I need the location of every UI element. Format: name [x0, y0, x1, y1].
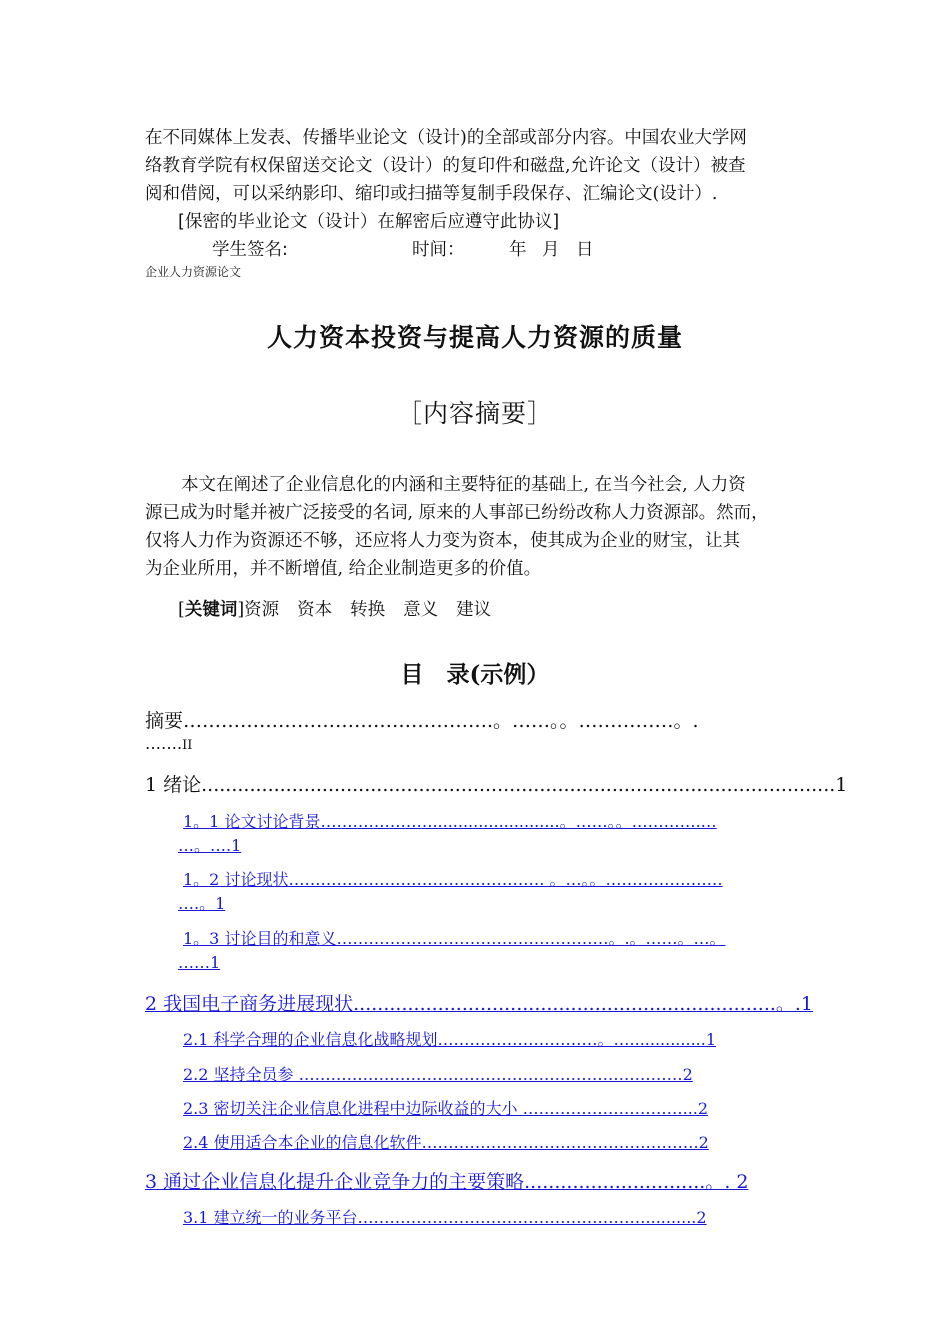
- toc-link[interactable]: 2.4 使用适合本企业的信息化软件…………………………………………….2: [183, 1133, 709, 1152]
- toc-link[interactable]: 1。1 论文讨论背景………………….........................。……。。………….…: [183, 812, 717, 831]
- toc-entry-line: 摘要………………………………………….。……。。……………。.: [145, 710, 699, 732]
- keyword: 转换: [350, 600, 386, 620]
- intro-paragraph: [145, 124, 813, 208]
- toc-entry-3-1[interactable]: [145, 1205, 835, 1228]
- toc-entry-abstract: [145, 706, 835, 757]
- keywords-bracket-close: ]: [237, 600, 245, 620]
- toc-link[interactable]: ….。1: [178, 894, 226, 913]
- toc-link[interactable]: 2.1 科学合理的企业信息化战略规划…………………………。…...............1: [183, 1030, 717, 1049]
- toc-entry-3[interactable]: [145, 1167, 835, 1194]
- toc-entry-2-3[interactable]: [145, 1096, 835, 1119]
- intro-line: 阅和借阅，可以采纳影印、缩印或扫描等复制手段保存、汇编论文(设计）.: [145, 184, 718, 204]
- header-note: 企业人力资源论文: [145, 265, 242, 279]
- toc-link[interactable]: 2 我国电子商务进展现状......................................................................。.1: [145, 993, 814, 1015]
- toc-link[interactable]: 1。3 讨论目的和意义……………………………………………。.。……。…。: [183, 929, 726, 948]
- paper-title: 人力资本投资与提高人力资源的质量: [266, 323, 683, 352]
- keywords-label: 关键词: [184, 600, 238, 620]
- abstract-line: 本文在阐述了企业信息化的内涵和主要特征的基础上, 在当今社会, 人力资: [181, 475, 746, 495]
- toc-entry-1-1[interactable]: [145, 810, 835, 858]
- abstract-line: 仅将人力作为资源还不够，还应将人力变为资本，使其成为企业的财宝，让其: [145, 531, 740, 551]
- keywords-bracket-open: [: [178, 600, 185, 620]
- intro-line: 络教育学院有权保留送交论文（设计）的复印件和磁盘,允许论文（设计）被查: [145, 156, 746, 176]
- toc-link[interactable]: 3 通过企业信息化提升企业竞争力的主要策略..............................。. 2: [145, 1171, 749, 1193]
- toc-entry-1: [145, 770, 848, 797]
- toc-link[interactable]: 2.3 密切关注企业信息化进程中边际收益的大小 …………………………...2: [183, 1099, 709, 1118]
- abstract-heading: ［内容摘要］: [396, 399, 553, 428]
- toc-title: 目 录(示例）: [400, 661, 550, 688]
- month-label: 月: [542, 240, 560, 260]
- keywords-line: [178, 596, 509, 621]
- toc-entry-2[interactable]: [145, 989, 835, 1016]
- abstract-paragraph: [145, 471, 813, 583]
- day-label: 日: [576, 240, 594, 260]
- toc-entry-line: [145, 733, 835, 757]
- toc-entry-2-4[interactable]: [145, 1130, 835, 1153]
- intro-line: 在不同媒体上发表、传播毕业论文（设计)的全部或部分内容。中国农业大学网: [145, 128, 747, 148]
- toc-link[interactable]: 1。2 讨论现状………………………………………… 。…。。……………….…: [183, 870, 723, 889]
- toc-page-number: II: [182, 738, 193, 753]
- keyword: 意义: [403, 600, 439, 620]
- toc-link[interactable]: …。….1: [178, 836, 242, 855]
- toc-entry-2-2[interactable]: [145, 1062, 835, 1085]
- year-label: 年: [509, 240, 527, 260]
- toc-entry-2-1[interactable]: [145, 1027, 835, 1050]
- toc-link[interactable]: 3.1 建立统一的业务平台………………………………………………..........2: [183, 1208, 707, 1227]
- toc-link[interactable]: ……1: [178, 953, 221, 972]
- keyword: 建议: [456, 600, 492, 620]
- toc-link[interactable]: 2.2 坚持全员参 ………………………………………………………………2: [183, 1065, 693, 1084]
- signature-label: 学生签名:: [212, 240, 288, 260]
- toc-dots: …….: [145, 734, 183, 753]
- abstract-line: 为企业所用，并不断增值, 给企业制造更多的价值。: [145, 559, 542, 579]
- toc-entry-1-3[interactable]: [145, 927, 835, 975]
- keyword: 资本: [297, 600, 333, 620]
- toc-entry-1-2[interactable]: [145, 868, 835, 916]
- confidential-note: [保密的毕业论文（设计）在解密后应遵守此协议]: [178, 212, 560, 232]
- keyword: 资源: [244, 600, 280, 620]
- toc-entry-line: 1 绪论.........................................................................................................1: [145, 774, 848, 796]
- abstract-line: 源已成为时髦并被广泛接受的名词, 原来的人事部已纷纷改称人力资源部。然而，: [145, 503, 769, 523]
- time-label: 时间：: [412, 240, 465, 260]
